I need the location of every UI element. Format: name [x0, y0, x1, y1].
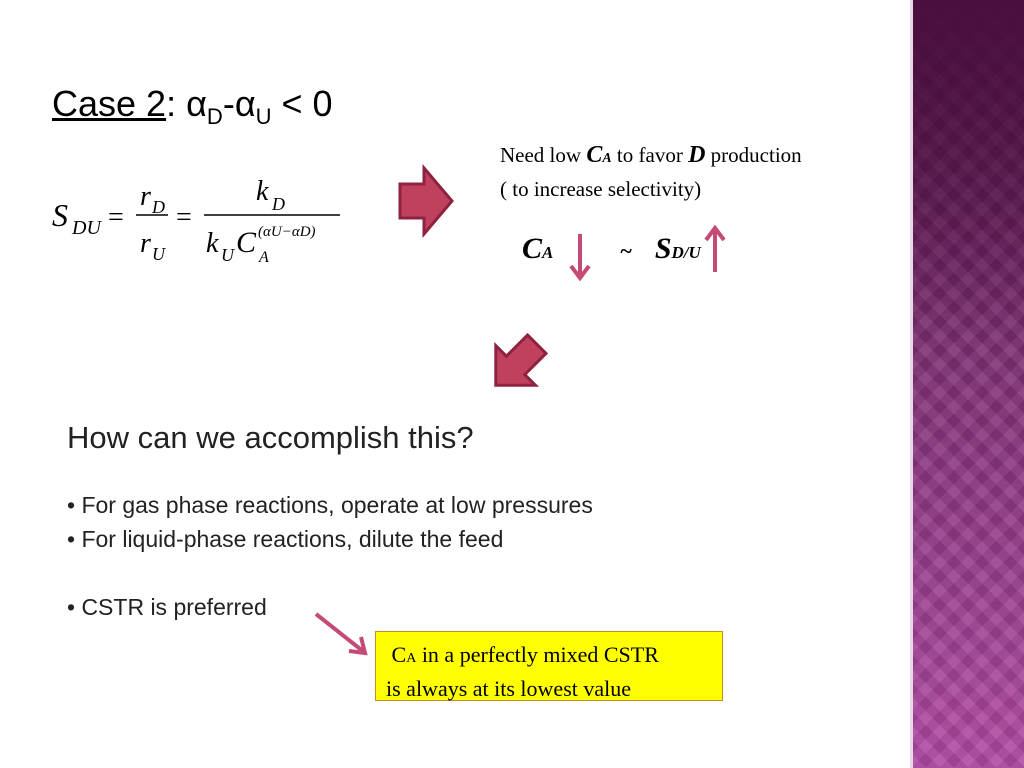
need-line-2: ( to increase selectivity) — [500, 177, 702, 201]
callout-c-sub: A — [406, 651, 417, 666]
alpha-d: α — [186, 83, 207, 124]
relation-tilde: ~ — [620, 238, 632, 263]
callout-line-2: is always at its lowest value — [386, 676, 632, 701]
need-part3: production — [705, 143, 802, 167]
selectivity-equation — [50, 170, 350, 270]
eq-num2: k — [256, 176, 269, 207]
callout-box — [375, 631, 723, 701]
eq-den2-c-sub: A — [259, 249, 269, 266]
relation-c: C — [522, 232, 543, 265]
eq-den2-k-sub: U — [221, 245, 234, 265]
case-dash: - — [222, 83, 235, 124]
decorative-side-band — [912, 0, 1024, 768]
alpha-d-sub: D — [206, 104, 223, 130]
bullet-cstr: • CSTR is preferred — [67, 594, 267, 620]
relation-s: S — [654, 232, 672, 265]
eq-den1-sub: U — [152, 244, 165, 264]
need-c: C — [586, 142, 603, 168]
eq-den2-k: k — [206, 228, 219, 259]
eq-num1: r — [140, 181, 151, 212]
block-down-left-arrow-icon — [480, 330, 554, 398]
diagonal-arrow-icon — [312, 610, 372, 660]
need-c-sub: A — [602, 151, 612, 166]
relation-s-sub: D/U — [671, 243, 701, 262]
eq-den2-c: C — [236, 226, 257, 259]
callout-line1-rest: in a perfectly mixed CSTR — [416, 642, 659, 667]
case-label: Case 2 — [52, 83, 167, 124]
need-line-1 — [500, 140, 802, 174]
eq-equals-1: = — [108, 202, 124, 233]
need-part1: Need low — [500, 143, 587, 167]
eq-lhs: S — [52, 197, 68, 233]
case-comparison: < 0 — [281, 83, 333, 124]
relation-c-sub: A — [542, 243, 554, 262]
eq-num2-sub: D — [272, 194, 285, 214]
case-title — [52, 82, 333, 139]
eq-num1-sub: D — [152, 197, 165, 217]
section-heading: How can we accomplish this? — [67, 420, 474, 455]
eq-exponent: (αU−αD) — [258, 224, 316, 240]
arrow-down-icon — [568, 230, 592, 284]
bullet-liquid-phase: • For liquid-phase reactions, dilute the feed — [67, 526, 504, 552]
side-band-edge — [910, 0, 913, 768]
block-right-arrow-icon — [396, 164, 458, 238]
callout-line-1 — [386, 640, 712, 674]
bullet-gas-phase: • For gas phase reactions, operate at low pressures — [67, 492, 593, 518]
need-d: D — [688, 142, 706, 168]
arrow-up-icon — [703, 222, 727, 276]
need-part2: to favor — [611, 143, 689, 167]
need-text — [500, 140, 802, 204]
eq-lhs-sub: DU — [72, 217, 101, 239]
eq-equals-2: = — [176, 202, 192, 233]
eq-den1: r — [140, 228, 151, 259]
alpha-u: α — [234, 83, 256, 124]
relation — [522, 232, 701, 266]
case-colon: : — [166, 83, 177, 124]
callout-c: C — [391, 642, 407, 667]
alpha-u-sub: U — [255, 104, 272, 130]
